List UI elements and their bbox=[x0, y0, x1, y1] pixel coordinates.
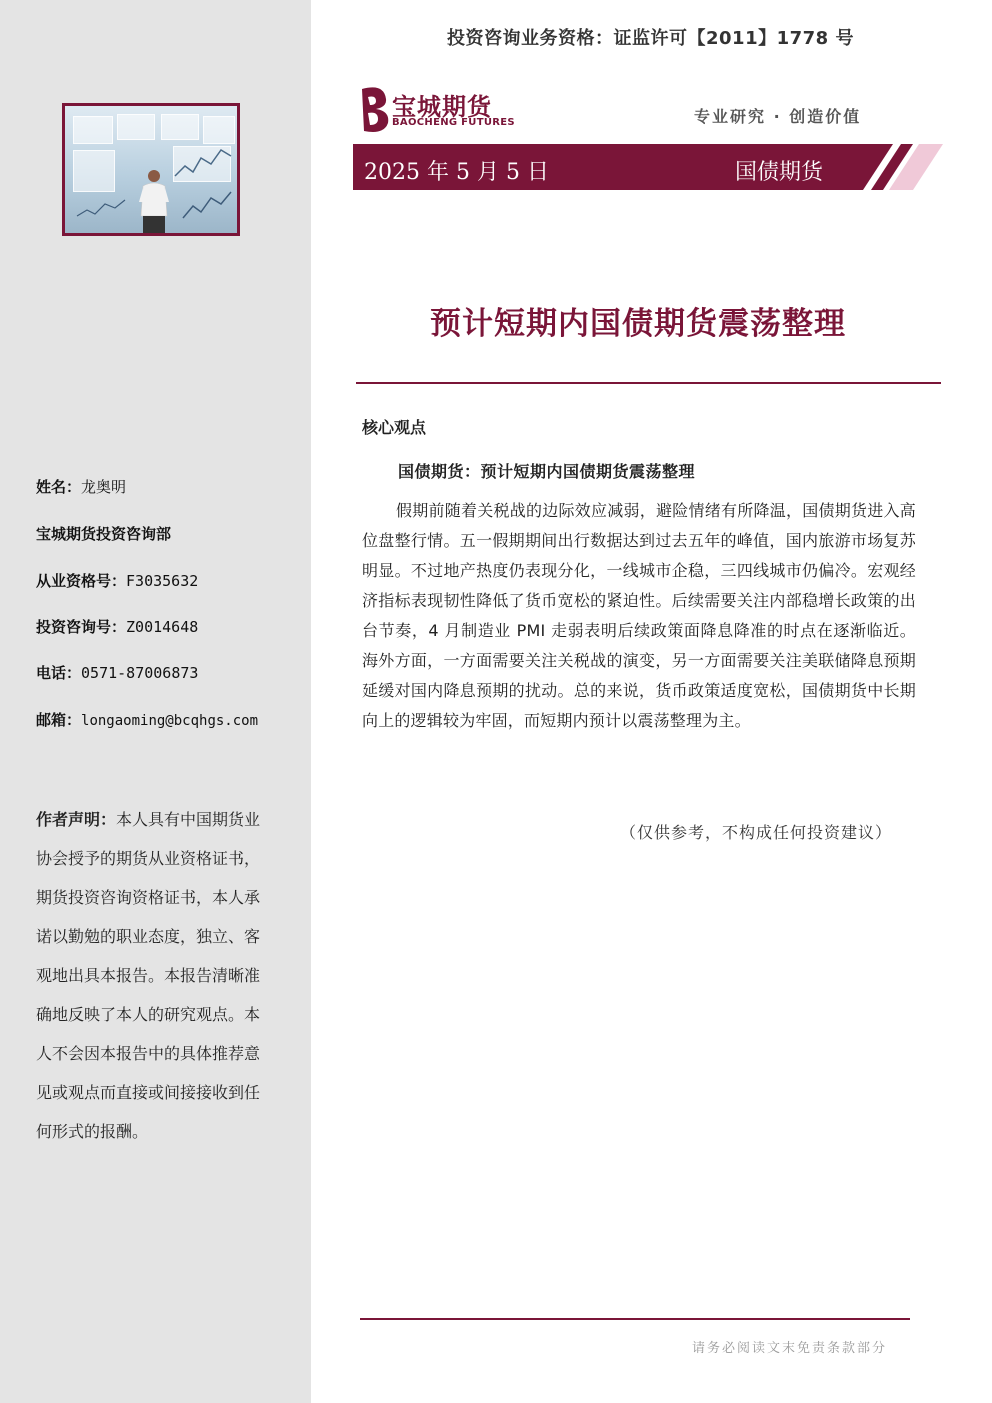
report-date: 2025 年 5 月 5 日 bbox=[364, 160, 549, 185]
report-title: 预计短期内国债期货震荡整理 bbox=[430, 306, 846, 342]
company-name-cn: 宝城期货 bbox=[392, 93, 492, 121]
slogan: 专业研究 · 创造价值 bbox=[694, 107, 862, 126]
qualification-line: 投资咨询业务资格：证监许可【2011】1778 号 bbox=[447, 28, 854, 49]
department: 宝城期货投资咨询部 bbox=[36, 525, 172, 543]
body-paragraph: 假期前随着关税战的边际效应减弱，避险情绪有所降温，国债期货进入高位盘整行情。五一假期期间出行数据达到过去五年的峰值，国内旅游市场复苏明显。不过地产热度仍表现分化，一线城市企稳，三四线城市仍偏冷。宏观经济指标表现韧性降低了货币宽松的紧迫性。后续需要关注内部稳增长政策的出台节奏，4 月制造业 PMI 走弱表明后续政策面降息降准的时点在逐渐临近。海外方面，一方面需要关注关税战的演变，另一方面需要关注美联储降息预期延缓对国内降息预期的扰动。总的来说，货币政策适度宽松，国债期货中长期向上的逻辑较为牢固，而短期内预计以震荡整理为主。 bbox=[362, 501, 916, 730]
hero-image bbox=[62, 103, 240, 236]
email: 邮箱：longaoming@bcqhgs.com bbox=[36, 711, 259, 729]
consult-number: 投资咨询号：Z0014648 bbox=[36, 618, 199, 636]
sidebar bbox=[0, 0, 311, 1403]
sub-heading: 国债期货：预计短期内国债期货震荡整理 bbox=[398, 462, 696, 481]
license-number: 从业资格号：F3035632 bbox=[36, 572, 199, 590]
title-divider bbox=[356, 382, 941, 384]
section-heading: 核心观点 bbox=[362, 418, 427, 437]
report-category: 国债期货 bbox=[735, 160, 824, 185]
author-name: 姓名：龙奥明 bbox=[36, 478, 127, 496]
company-name-en: BAOCHENG FUTURES bbox=[392, 117, 515, 128]
footer-divider bbox=[360, 1318, 910, 1320]
footer-note: 请务必阅读文末免责条款部分 bbox=[692, 1341, 888, 1356]
phone: 电话：0571-87006873 bbox=[36, 664, 199, 682]
author-statement: 作者声明：本人具有中国期货业协会授予的期货从业资格证书，期货投资咨询资格证书，本人承诺以勤勉的职业态度，独立、客观地出具本报告。本报告清晰准确地反映了本人的研究观点。本人不会因本报告中的具体推荐意见或观点而直接或间接接收到任何形式的报酬。 bbox=[36, 810, 261, 1141]
businessman-figure bbox=[139, 168, 169, 236]
investment-disclaimer: （仅供参考，不构成任何投资建议） bbox=[620, 823, 893, 842]
